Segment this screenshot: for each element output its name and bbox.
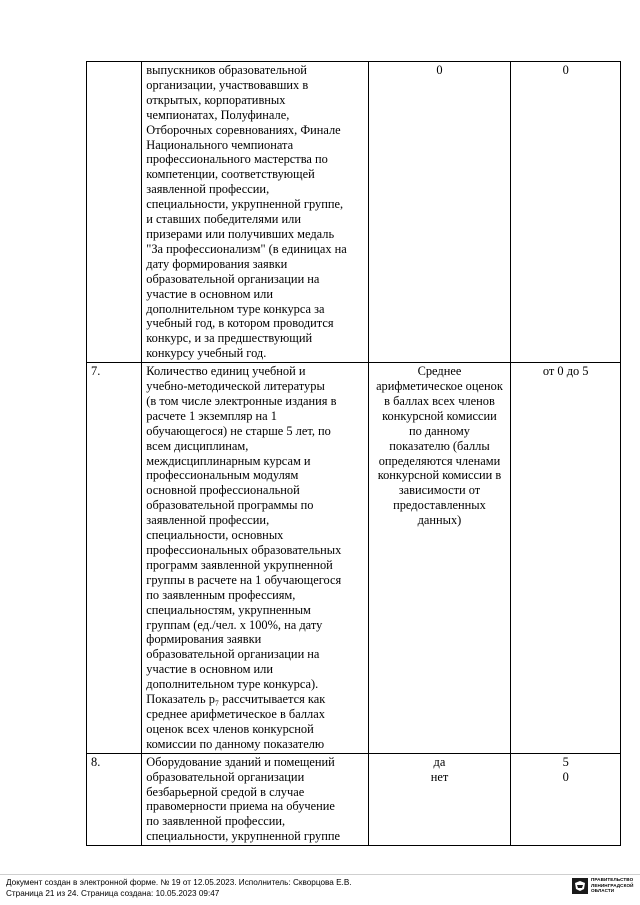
row-number: 8. — [87, 753, 142, 845]
row-points: 5 0 — [511, 753, 621, 845]
row-description: выпускников образовательной организации, участвовавших в открытых, корпоративных чемпионатах, Полуфинале, Отборочных соревнованиях, Финале Национального чемпионата профессионального мастерства по компетенции, соответствующей заявленной профессии, специальности, укрупненной группе, и ставших победителями или призерами или получивших медаль "За профессионализм" (в единицах на дату формирования заявки образовательной организации на участие в основном или дополнительном туре конкурса за учебный год, в котором проводится конкурс, и за предшествующий конкурсу учебный год. — [142, 62, 368, 363]
table-row — [87, 363, 621, 754]
criteria-table — [86, 61, 621, 846]
coat-of-arms-icon — [572, 878, 588, 894]
footer-divider — [0, 874, 640, 875]
logo-caption: ПРАВИТЕЛЬСТВО ЛЕНИНГРАДСКОЙ ОБЛАСТИ — [591, 877, 634, 894]
government-logo — [572, 877, 636, 899]
row-description: Оборудование зданий и помещений образовательной организации безбарьерной средой в случае правомерности приема на обучение по заявленной профессии, специальности, укрупненной группе — [142, 753, 368, 845]
footer-line-1: Документ создан в электронной форме. № 19 от 12.05.2023. Исполнитель: Скворцова Е.В. — [6, 878, 352, 887]
row-number: 7. — [87, 363, 142, 754]
row-points: от 0 до 5 — [511, 363, 621, 754]
footer-line-2: Страница 21 из 24. Страница создана: 10.05.2023 09:47 — [6, 888, 220, 898]
row-method: Среднее арифметическое оценок в баллах всех членов конкурсной комиссии по данному показателю (баллы определяются членами конкурсной комиссии в зависимости от предоставленных данных) — [368, 363, 511, 754]
row-number — [87, 62, 142, 363]
document-footer — [6, 878, 426, 899]
table-row — [87, 753, 621, 845]
row-method: да нет — [368, 753, 511, 845]
table-row — [87, 62, 621, 363]
row-description: Количество единиц учебной и учебно-методической литературы (в том числе электронные издания в расчете 1 экземпляр на 1 обучающегося) не старше 5 лет, по всем дисциплинам, междисциплинарным курсам и профессиональным модулям основной профессиональной образовательной программы по заявленной профессии, специальности, основных профессиональных образовательных программ заявленной укрупненной группы в расчете на 1 обучающегося по заявленным профессиям, специальностям, укрупненным группам (ед./чел. х 100%, на дату формирования заявки образовательной организации на участие в основном или дополнительном туре конкурса). Показатель р₇ рассчитывается как среднее арифметическое в баллах оценок всех членов конкурсной комиссии по данному показателю — [142, 363, 368, 754]
row-method: 0 — [368, 62, 511, 363]
row-points: 0 — [511, 62, 621, 363]
